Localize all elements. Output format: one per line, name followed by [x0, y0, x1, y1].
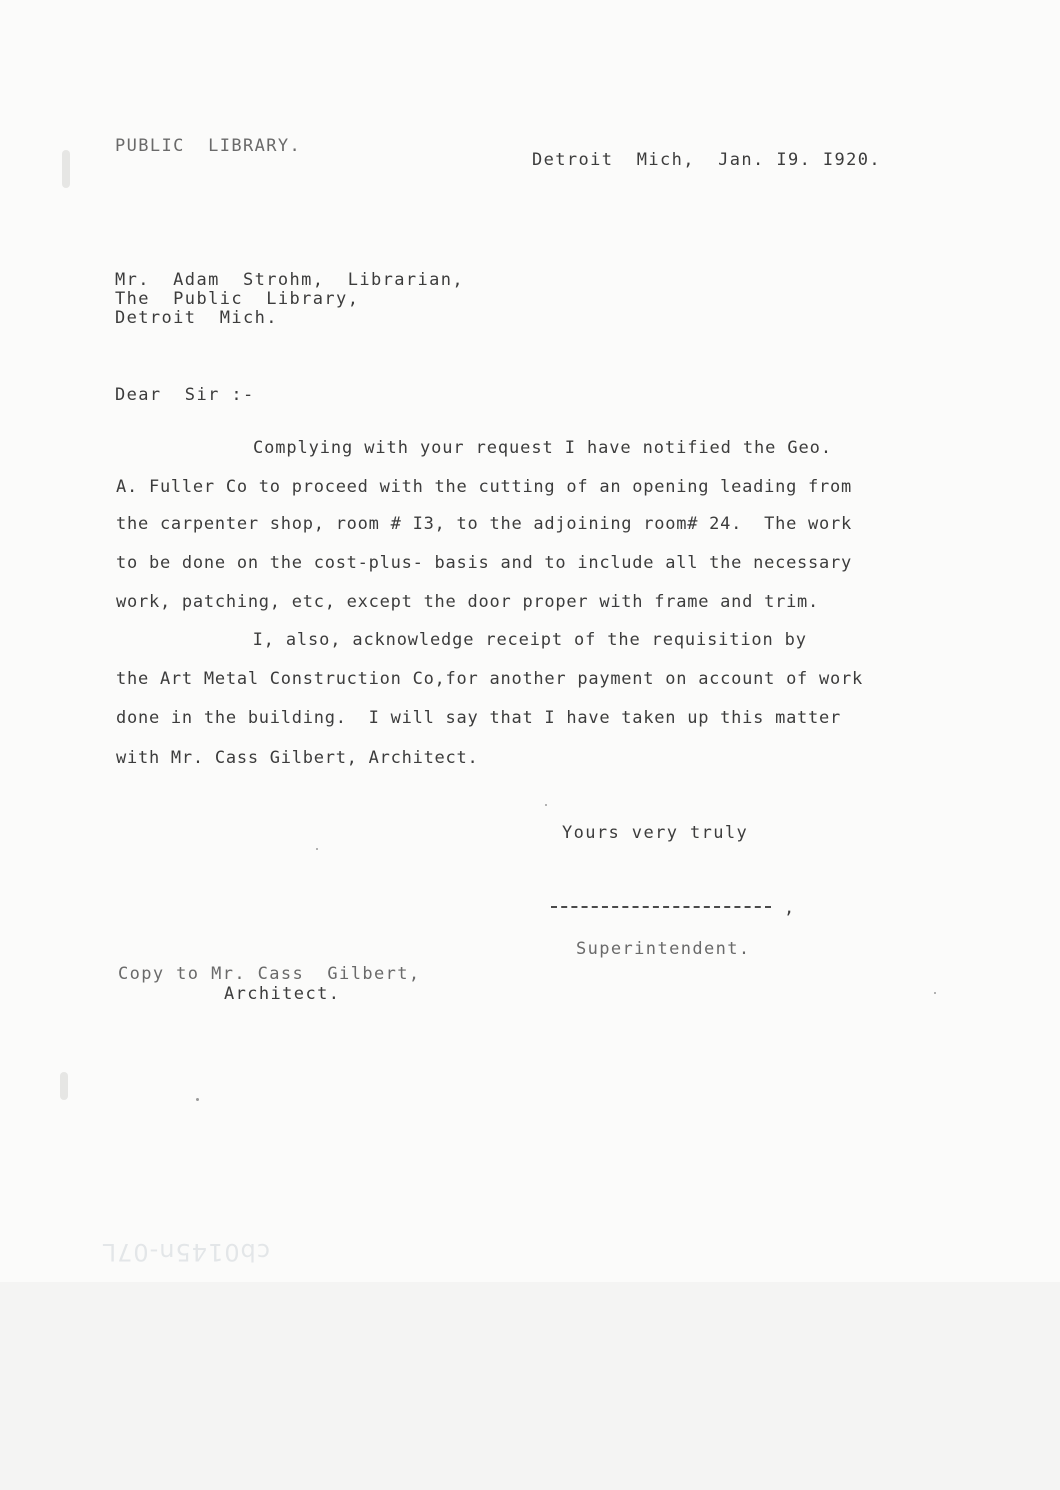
faded-archive-stamp: cb0145n-07L — [101, 1238, 270, 1266]
paper-speck — [316, 848, 318, 850]
copy-line-1: Copy to Mr. Cass Gilbert, — [118, 964, 421, 984]
address-line-2: The Public Library, — [115, 289, 360, 309]
body-line: done in the building. I will say that I have taken up this matter — [116, 708, 842, 728]
dateline: Detroit Mich, Jan. I9. I920. — [532, 150, 882, 170]
body-line: I, also, acknowledge receipt of the requisition by — [175, 630, 807, 650]
paper-edge-mark — [62, 150, 70, 188]
paper-speck — [196, 1098, 199, 1101]
signer-title: Superintendent. — [576, 939, 751, 959]
scan-background — [0, 1282, 1060, 1490]
body-line: A. Fuller Co to proceed with the cutting of an opening leading from — [116, 477, 852, 497]
body-line: to be done on the cost-plus- basis and to include all the necessary — [116, 553, 852, 573]
address-line-3: Detroit Mich. — [115, 308, 278, 328]
body-line: with Mr. Cass Gilbert, Architect. — [116, 748, 479, 768]
copy-line-2: Architect. — [224, 984, 341, 1004]
body-line: work, patching, etc, except the door proper with frame and trim. — [116, 592, 820, 612]
paper-edge-mark — [60, 1072, 68, 1100]
signature-line — [551, 906, 771, 908]
body-line: the Art Metal Construction Co,for another payment on account of work — [116, 669, 863, 689]
paper-speck — [934, 992, 936, 994]
paper-speck — [545, 804, 547, 806]
signature-comma: , — [784, 898, 796, 918]
salutation: Dear Sir :- — [115, 385, 255, 405]
body-line: the carpenter shop, room # I3, to the adjoining room# 24. The work — [116, 514, 852, 534]
body-line: Complying with your request I have notified the Geo. — [175, 438, 832, 458]
letterhead: PUBLIC LIBRARY. — [115, 136, 302, 156]
address-line-1: Mr. Adam Strohm, Librarian, — [115, 270, 465, 290]
closing: Yours very truly — [562, 823, 749, 843]
